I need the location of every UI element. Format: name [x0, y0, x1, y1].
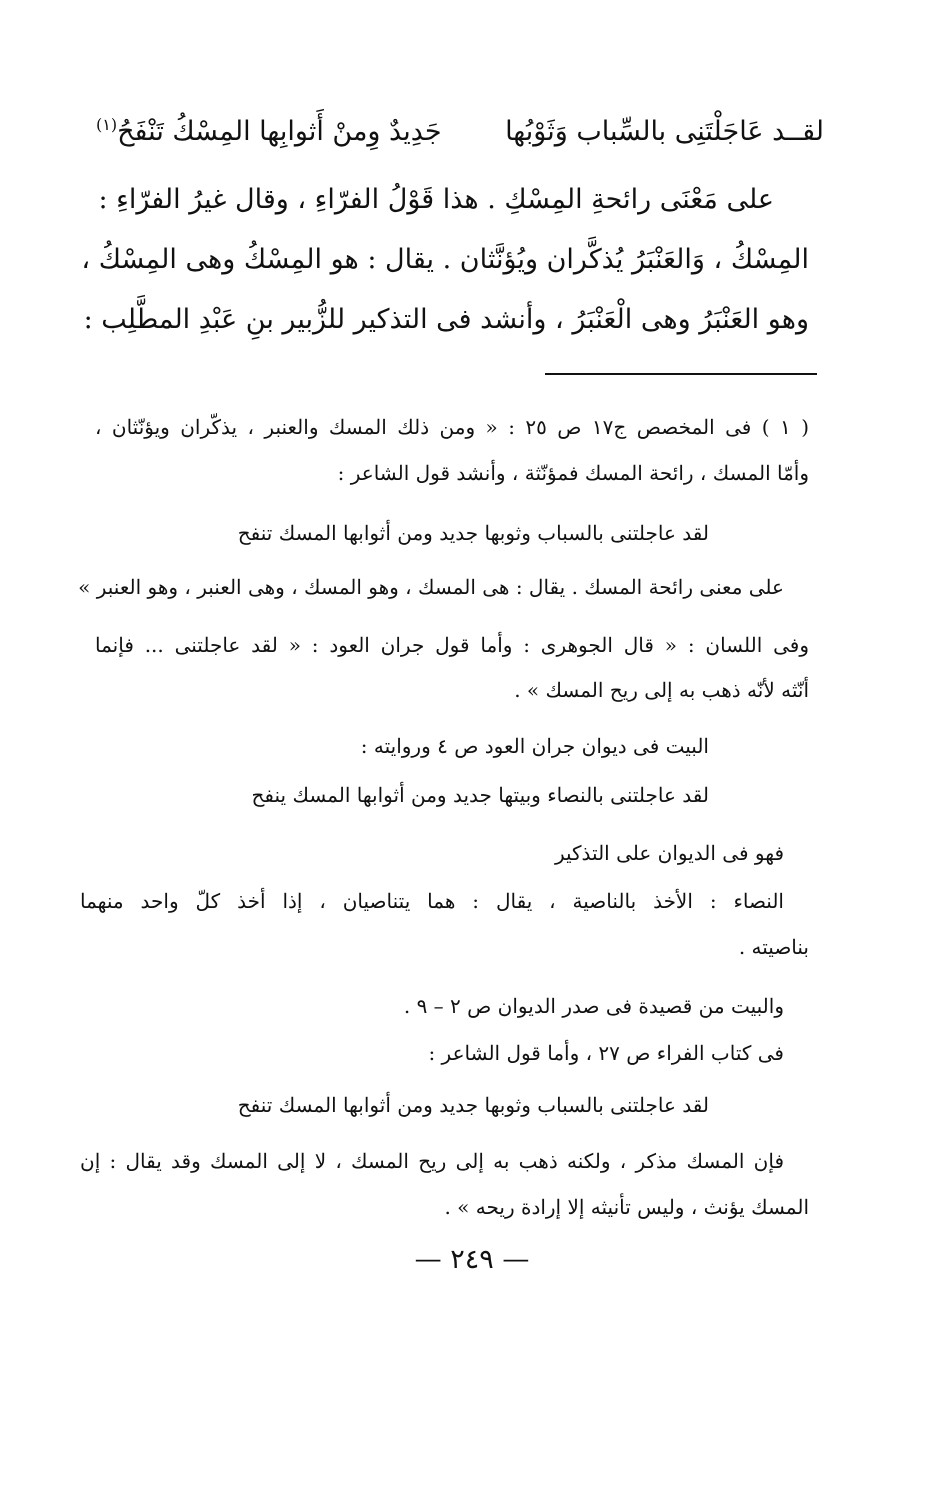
footnote-line-13: المسك يؤنث ، وليس تأنيثه إلا إرادة ريحه » .	[444, 1195, 809, 1219]
footnote-line-3: على معنى رائحة المسك . يقال : هى المسك ، وهو المسك ، وهى العنبر ، وهو العنبر »	[78, 575, 784, 599]
footnote-marker[interactable]: (١)	[96, 115, 118, 134]
footnote-line-4: وفى اللسان : « قال الجوهرى : وأما قول جران العود : « لقد عاجلتنى ... فإنما	[95, 633, 809, 657]
footnote-line-8: النصاء : الأخذ بالناصية ، يقال : هما يتناصيان ، إذا أخذ كلّ واحد منهما	[80, 889, 784, 913]
footnote-quoted-verse-3: لقد عاجلتنى بالسباب وثوبها جديد ومن أثوابها المسك تنفح	[237, 1093, 709, 1117]
main-text-line-2: المِسْكُ ، وَالعَنْبَرُ يُذكَّران ويُؤنَّثان . يقال : هو المِسْكُ وهى المِسْكُ ،	[81, 244, 809, 275]
page-number: — ٢٤٩ —	[414, 1244, 530, 1275]
footnote-line-9: بناصيته .	[738, 935, 809, 959]
footnote-quoted-verse-1: لقد عاجلتنى بالسباب وثوبها جديد ومن أثوابها المسك تنفح	[237, 521, 709, 545]
footnote-separator	[545, 373, 817, 375]
footnote-quoted-verse-2: لقد عاجلتنى بالنصاء وبيتها جديد ومن أثوابها المسك ينفح	[251, 783, 709, 807]
main-text-line-3: وهو العَنْبَرُ وهى الْعَنْبَرُ ، وأنشد فى التذكير للزُّبير بنِ عَبْدِ المطَّلِب :	[83, 304, 809, 335]
main-text-line-1: على مَعْنَى رائحةِ المِسْكِ . هذا قَوْلُ الفرّاءِ ، وقال غيرُ الفرّاءِ :	[98, 184, 774, 215]
verse-second-hemistich	[96, 112, 442, 152]
footnote-line-6: البيت فى ديوان جران العود ص ٤ وروايته :	[360, 734, 709, 758]
footnote-line-12: فإن المسك مذكر ، ولكنه ذهب به إلى ريح المسك ، لا إلى المسك وقد يقال : إن	[80, 1149, 784, 1173]
footnote-line-2: وأمّا المسك ، رائحة المسك فمؤنّثة ، وأنشد قول الشاعر :	[337, 461, 809, 485]
footnote-line-11: فى كتاب الفراء ص ٢٧ ، وأما قول الشاعر :	[428, 1041, 784, 1065]
footnote-line-1: ( ١ ) فى المخصص ج١٧ ص ٢٥ : « ومن ذلك المسك والعنبر ، يذكّران ويؤنّثان ،	[95, 415, 810, 439]
footnote-line-7: فهو فى الديوان على التذكير	[554, 841, 784, 865]
footnote-line-10: والبيت من قصيدة فى صدر الديوان ص ٢ – ٩ .	[403, 994, 784, 1018]
verse-first-hemistich: لقــد عَاجَلْتَنِى بالسِّباب وَثَوْبُها	[505, 116, 824, 147]
footnote-line-5: أنّثه لأنّه ذهب به إلى ريح المسك » .	[514, 678, 809, 702]
verse-second-hemistich-text: جَدِيدٌ وِمنْ أَثوابِها المِسْكُ تَنْفَحُ	[117, 116, 442, 147]
